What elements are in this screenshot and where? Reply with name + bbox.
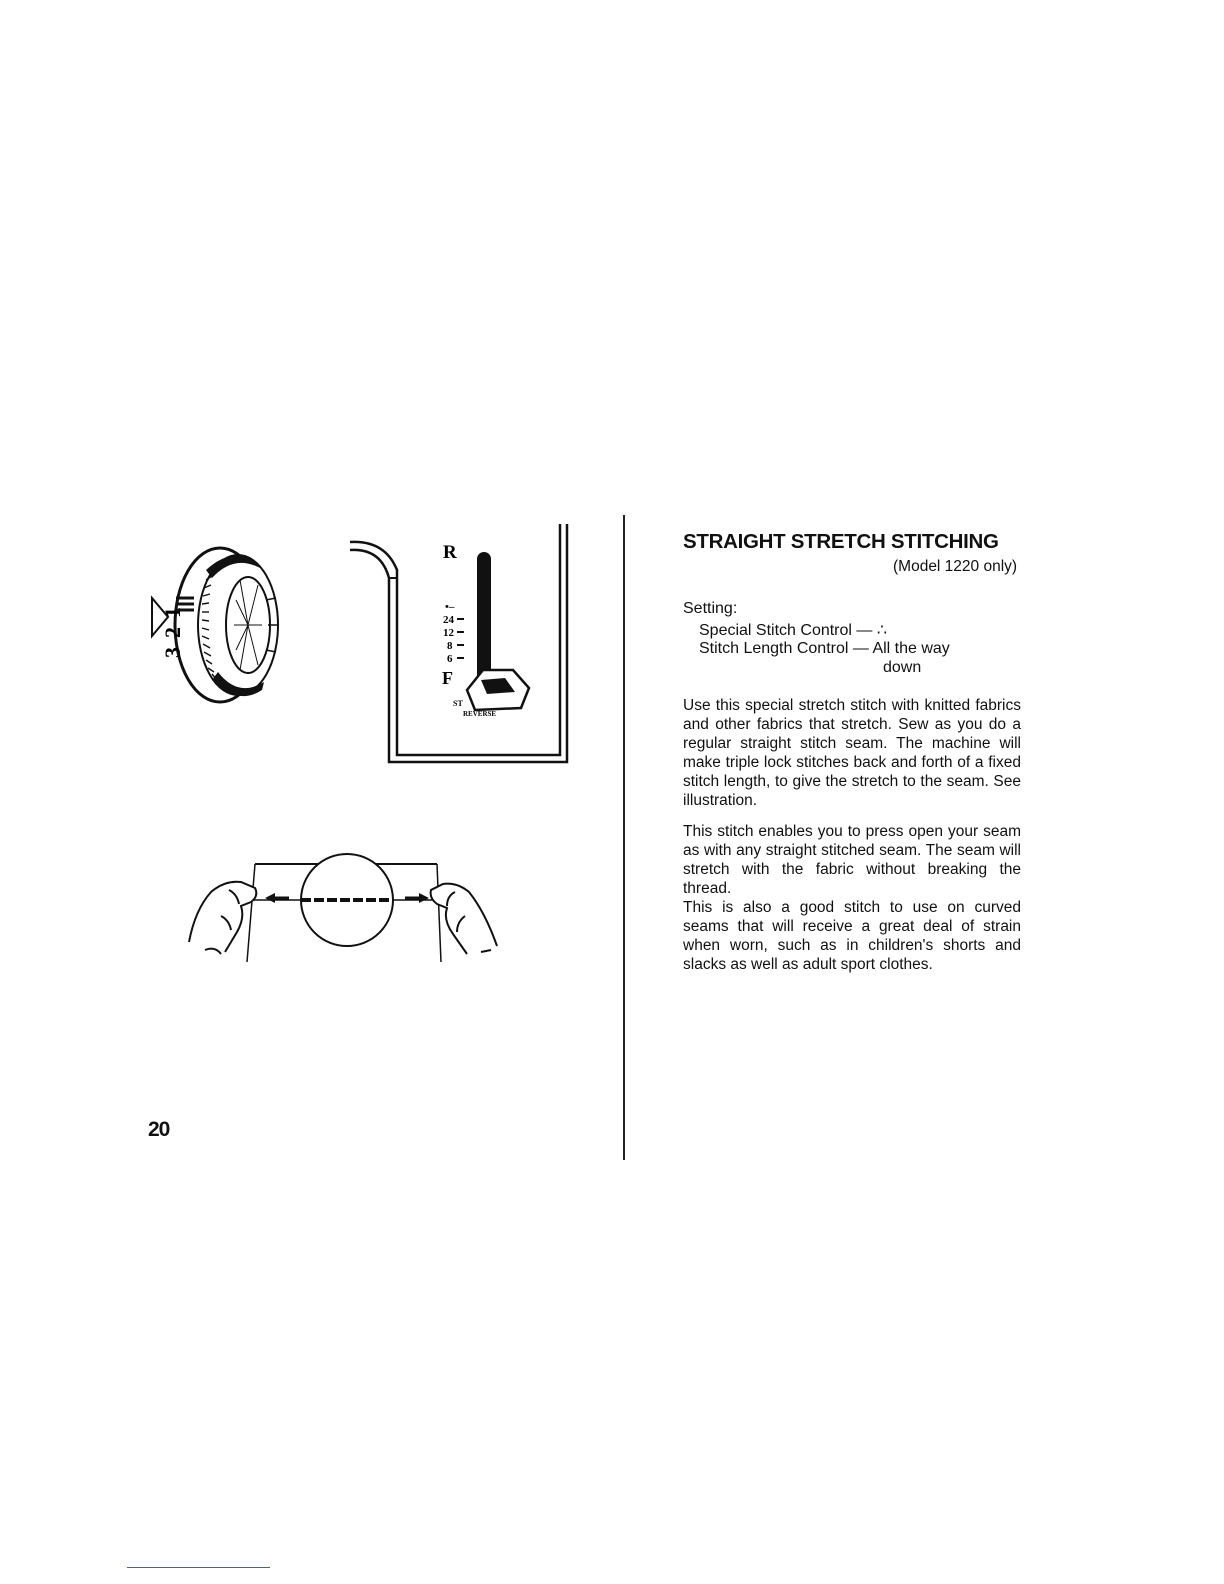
lever-label-st: ST <box>453 699 463 708</box>
left-hand-icon <box>189 882 256 954</box>
dial-number-3: 3 <box>160 647 185 658</box>
section-title: STRAIGHT STRETCH STITCHING <box>683 530 999 553</box>
setting-value: — ∴ <box>856 622 888 639</box>
setting-value-continued: down <box>883 659 922 676</box>
stretch-left-arrow-icon <box>265 893 289 903</box>
lever-mark-6: 6 <box>447 653 453 665</box>
svg-text:•–: •– <box>445 601 455 613</box>
dial-number-2: 2 <box>160 627 185 638</box>
setting-value: — All the way <box>852 640 950 657</box>
setting-name: Special Stitch Control <box>699 622 852 639</box>
lever-label-f: F <box>442 668 453 688</box>
setting-special-stitch-control <box>699 620 887 640</box>
lever-mark-24: 24 <box>443 614 454 626</box>
lever-label-reverse: REVERSE <box>463 710 497 718</box>
body-paragraph: Use this special stretch stitch with knitted fabrics and other fabrics that stretch. Sew as you do a regular straight stitch seam. The machine will make triple lock stitches back and forth of a fixed stitch length, to give the stretch to the seam. See illustration. <box>683 697 1021 809</box>
stitch-length-lever-illustration <box>345 520 570 770</box>
lever-mark-8: 8 <box>447 640 453 652</box>
page-number: 20 <box>148 1118 170 1141</box>
body-paragraph: This is also a good stitch to use on curved seams that will receive a great deal of strain when worn, such as in children's shorts and slacks as well as adult sport clothes. <box>683 899 1021 973</box>
body-paragraph: This stitch enables you to press open your seam as with any straight stitched seam. The seam will stretch with the fabric without breaking the thread. <box>683 823 1021 897</box>
setting-label: Setting: <box>683 600 738 617</box>
column-divider <box>623 515 625 1160</box>
lever-mark-12: 12 <box>443 627 454 639</box>
setting-name: Stitch Length Control <box>699 640 849 657</box>
stretch-right-arrow-icon <box>405 893 429 903</box>
stitch-dial-illustration <box>140 540 290 720</box>
stretched-seam-illustration <box>185 850 505 965</box>
lever-label-r: R <box>443 542 457 563</box>
dial-number-1: 1 <box>160 607 185 618</box>
model-note: (Model 1220 only) <box>893 558 1018 575</box>
setting-stitch-length-control <box>699 640 950 658</box>
footer-rule <box>127 1567 270 1568</box>
